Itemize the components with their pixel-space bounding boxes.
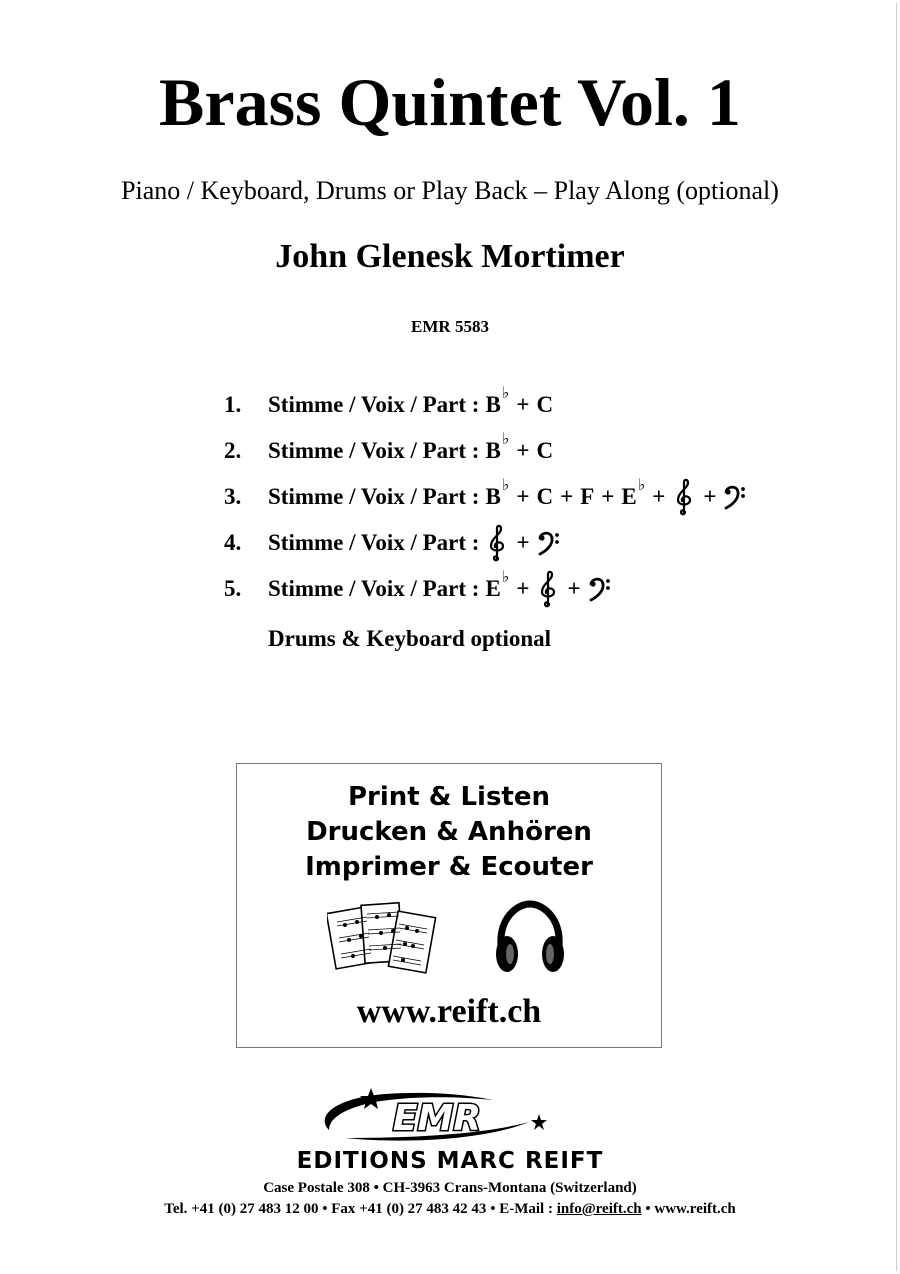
part-row	[224, 474, 747, 520]
voice-key-letter: B	[485, 438, 501, 463]
email-label: E-Mail :	[499, 1201, 553, 1217]
voice-key	[621, 477, 646, 510]
plus-sign: +	[560, 484, 574, 509]
emr-logo-text: EMR	[392, 1098, 482, 1139]
bass-clef-icon	[723, 478, 747, 516]
part-voices	[485, 570, 611, 608]
part-number: 5.	[224, 576, 242, 601]
voice-key-letter: E	[621, 484, 637, 509]
plus-sign: +	[516, 576, 530, 601]
part-voices	[485, 524, 560, 562]
voice-key-letter: B	[485, 392, 501, 417]
voice-key	[485, 431, 510, 464]
contact-separator: •	[486, 1201, 500, 1217]
publisher-address: Case Postale 308 • CH-3963 Crans-Montana (Switzerland)	[263, 1180, 637, 1196]
part-label: Stimme / Voix / Part :	[268, 530, 480, 555]
voice-key-letter: F	[580, 484, 595, 509]
part-voices	[485, 478, 747, 516]
voice-key	[485, 477, 510, 510]
print-listen-box	[236, 763, 662, 1048]
part-label: Stimme / Voix / Part :	[268, 438, 480, 463]
treble-clef-icon	[672, 478, 696, 516]
promo-line-french: Imprimer & Ecouter	[305, 852, 593, 882]
part-voices	[485, 385, 554, 418]
flat-sign: ♭	[501, 569, 510, 586]
part-label: Stimme / Voix / Part :	[268, 576, 480, 601]
voice-key	[580, 484, 594, 510]
plus-sign: +	[703, 484, 717, 509]
part-row	[224, 520, 747, 566]
fax-number: Fax +41 (0) 27 483 42 43	[331, 1201, 487, 1217]
flat-sign: ♭	[501, 385, 510, 402]
composer-name: John Glenesk Mortimer	[275, 238, 625, 275]
voice-key-letter: C	[536, 438, 554, 463]
parts-list	[224, 382, 747, 612]
plus-sign: +	[516, 392, 530, 417]
plus-sign: +	[601, 484, 615, 509]
promo-website[interactable]: www.reift.ch	[356, 993, 542, 1030]
voice-key-letter: C	[536, 392, 554, 417]
part-row	[224, 382, 747, 428]
subtitle: Piano / Keyboard, Drums or Play Back – Play Along (optional)	[121, 176, 779, 205]
headphones-icon	[493, 900, 567, 978]
bass-clef-icon	[537, 524, 561, 562]
voice-key-letter: B	[485, 484, 501, 509]
contact-separator: •	[318, 1201, 332, 1217]
plus-sign: +	[567, 576, 581, 601]
promo-line-german: Drucken & Anhören	[306, 817, 592, 847]
plus-sign: +	[516, 484, 530, 509]
catalog-number: EMR 5583	[411, 317, 489, 336]
plus-sign: +	[516, 438, 530, 463]
email-link[interactable]: info@reift.ch	[556, 1201, 642, 1217]
sheet-music-icon	[327, 898, 439, 978]
treble-clef-icon	[536, 570, 560, 608]
voice-key	[536, 438, 553, 464]
contact-line	[0, 1199, 900, 1219]
part-row	[224, 428, 747, 474]
voice-key-letter: E	[485, 576, 501, 601]
part-number: 4.	[224, 530, 242, 555]
voice-key	[536, 484, 553, 510]
part-number: 1.	[224, 392, 242, 417]
page-title: Brass Quintet Vol. 1	[159, 64, 741, 140]
flat-sign: ♭	[637, 477, 646, 494]
part-label: Stimme / Voix / Part :	[268, 484, 480, 509]
treble-clef-icon	[485, 524, 509, 562]
contact-separator: •	[641, 1201, 655, 1217]
bass-clef-icon	[588, 570, 612, 608]
emr-logo	[315, 1086, 555, 1144]
voice-key	[485, 569, 510, 602]
promo-line-english: Print & Listen	[347, 782, 551, 812]
plus-sign: +	[652, 484, 666, 509]
plus-sign: +	[516, 530, 530, 555]
flat-sign: ♭	[501, 431, 510, 448]
voice-key	[485, 385, 510, 418]
part-label: Stimme / Voix / Part :	[268, 392, 480, 417]
part-voices	[485, 431, 554, 464]
voice-key	[536, 392, 553, 418]
website-link[interactable]: www.reift.ch	[654, 1201, 736, 1217]
publisher-name: EDITIONS MARC REIFT	[296, 1148, 604, 1174]
optional-note: Drums & Keyboard optional	[268, 626, 552, 651]
part-row	[224, 566, 747, 612]
part-number: 2.	[224, 438, 242, 463]
flat-sign: ♭	[501, 477, 510, 494]
voice-key-letter: C	[536, 484, 554, 509]
phone-number: Tel. +41 (0) 27 483 12 00	[164, 1201, 319, 1217]
part-number: 3.	[224, 484, 242, 509]
